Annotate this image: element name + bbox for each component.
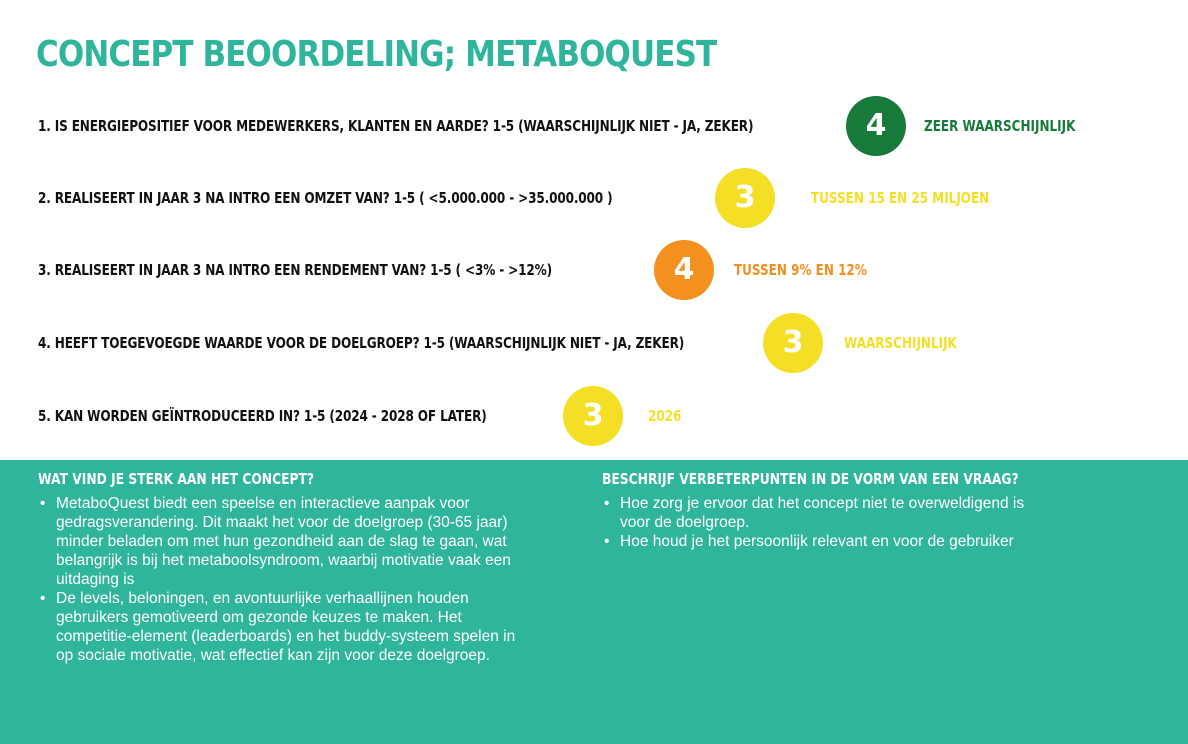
criterion-2 (0, 166, 1188, 230)
criterion-1 (0, 94, 1188, 158)
criterion-question: 5. KAN WORDEN GEÏNTRODUCEERD IN? 1-5 (2024 - 2028 OF LATER) (38, 407, 487, 425)
criterion-3 (0, 238, 1188, 302)
criterion-question: 1. IS ENERGIEPOSITIEF VOOR MEDEWERKERS, KLANTEN EN AARDE? 1-5 (WAARSCHIJNLIJK NIET - JA, ZEKER) (38, 117, 754, 135)
strengths-heading: WAT VIND JE STERK AAN HET CONCEPT? (38, 470, 315, 488)
score-label: TUSSEN 9% EN 12% (734, 261, 867, 279)
score-badge: 4 (654, 240, 714, 300)
list-item: • De levels, beloningen, en avontuurlijke verhaallijnen houden gebruikers gemotiveerd om gezonde keuzes te maken. Het competitie-element (leaderboards) en het buddy-systeem spelen in op sociale motivatie, wat effectief kan zijn voor deze doelgroep. (56, 589, 518, 665)
list-item: • Hoe houd je het persoonlijk relevant en voor de gebruiker (620, 532, 1042, 551)
score-label: TUSSEN 15 EN 25 MILJOEN (811, 189, 990, 207)
page-title: CONCEPT BEOORDELING; METABOQUEST (36, 34, 717, 75)
feedback-panel (0, 460, 1188, 744)
improvements-heading: BESCHRIJF VERBETERPUNTEN IN DE VORM VAN EEN VRAAG? (602, 470, 1019, 488)
strengths-section (38, 470, 518, 665)
criterion-4 (0, 311, 1188, 375)
strengths-list (38, 494, 518, 665)
score-badge: 3 (763, 313, 823, 373)
list-item: • MetaboQuest biedt een speelse en interactieve aanpak voor gedragsverandering. Dit maakt het voor de doelgroep (30-65 jaar) minder beladen om met hun gezondheid aan de slag te gaan, wat belangrijk is bij het metaboolsyndroom, waarbij motivatie vaak een uitdaging is (56, 494, 518, 589)
criterion-question: 2. REALISEERT IN JAAR 3 NA INTRO EEN OMZET VAN? 1-5 ( <5.000.000 - >35.000.000 ) (38, 189, 613, 207)
score-badge: 4 (846, 96, 906, 156)
list-item: • Hoe zorg je ervoor dat het concept niet te overweldigend is voor de doelgroep. (620, 494, 1042, 532)
criterion-question: 4. HEEFT TOEGEVOEGDE WAARDE VOOR DE DOELGROEP? 1-5 (WAARSCHIJNLIJK NIET - JA, ZEKER) (38, 334, 685, 352)
improvements-section (602, 470, 1042, 551)
criterion-question: 3. REALISEERT IN JAAR 3 NA INTRO EEN RENDEMENT VAN? 1-5 ( <3% - >12%) (38, 261, 552, 279)
score-label: 2026 (648, 407, 682, 425)
score-badge: 3 (715, 168, 775, 228)
score-badge: 3 (563, 386, 623, 446)
score-label: ZEER WAARSCHIJNLIJK (924, 117, 1076, 135)
improvements-list (602, 494, 1042, 551)
criterion-5 (0, 384, 1188, 448)
score-label: WAARSCHIJNLIJK (844, 334, 957, 352)
